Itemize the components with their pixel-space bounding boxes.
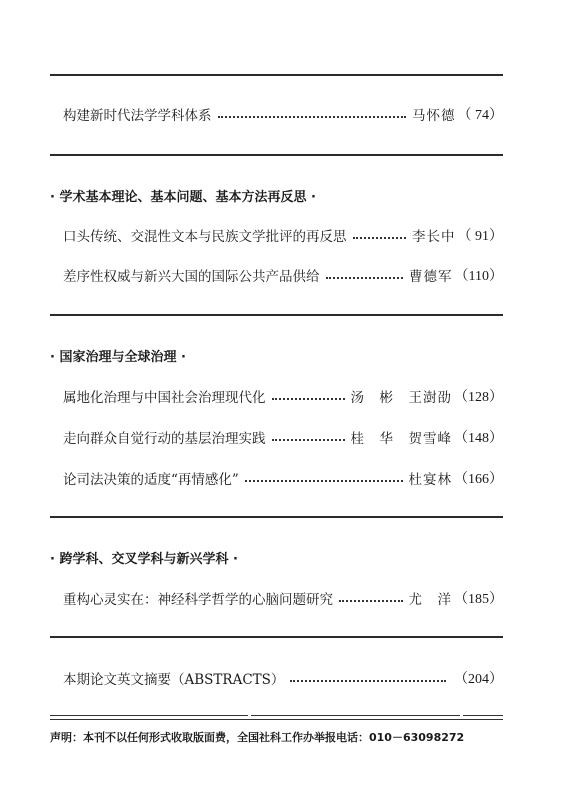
rule-gap xyxy=(248,713,251,718)
entry-title: 重构心灵实在：神经科学哲学的心脑问题研究 xyxy=(63,592,333,608)
entry-author: 尤 洋 xyxy=(408,592,452,608)
entry-page: （204） xyxy=(454,672,503,687)
section-divider xyxy=(50,314,503,316)
entry-title: 本期论文英文摘要（ABSTRACTS） xyxy=(63,672,285,688)
entry-title: 口头传统、交混性文本与民族文学批评的再反思 xyxy=(63,229,347,245)
leader-dots xyxy=(353,236,407,239)
section-heading: · 学术基本理论、基本问题、基本方法再反思 · xyxy=(50,189,316,205)
entry-page: （110） xyxy=(454,269,503,284)
toc-entry[interactable] xyxy=(63,426,503,448)
toc-entry[interactable] xyxy=(63,667,503,689)
entry-author: 曹德军 xyxy=(409,269,453,285)
toc-entry[interactable] xyxy=(63,467,503,489)
entry-title: 论司法决策的适度“再情感化” xyxy=(63,472,239,488)
section-heading: · 跨学科、交叉学科与新兴学科 · xyxy=(50,551,238,567)
entry-page: （148） xyxy=(454,431,503,446)
leader-dots xyxy=(272,397,345,400)
leader-dots xyxy=(272,438,345,441)
entry-author: 李长中 xyxy=(412,229,456,245)
entry-author: 桂 华 贺雪峰 xyxy=(350,431,452,447)
footer-notice: 声明：本刊不以任何形式收取版面费，全国社科工作办举报电话：010－63098272 xyxy=(50,731,465,744)
entry-author: 汤 彬 王澍劭 xyxy=(350,390,452,406)
section-heading: · 国家治理与全球治理 · xyxy=(50,349,186,365)
section-divider xyxy=(50,636,503,638)
toc-entry[interactable] xyxy=(63,264,503,286)
section-divider xyxy=(50,154,503,156)
entry-page: （185） xyxy=(454,592,503,607)
entry-title: 属地化治理与中国社会治理现代化 xyxy=(63,390,266,406)
toc-entry[interactable] xyxy=(63,224,503,246)
leader-dots xyxy=(245,479,403,482)
toc-entry[interactable] xyxy=(63,587,503,609)
entry-page: （ 74） xyxy=(457,108,503,123)
toc-entry[interactable] xyxy=(63,385,503,407)
leader-dots xyxy=(290,679,446,682)
entry-page: （128） xyxy=(454,390,503,405)
entry-page: （ 91） xyxy=(457,229,503,244)
entry-title: 差序性权威与新兴大国的国际公共产品供给 xyxy=(63,269,320,285)
entry-page: （166） xyxy=(454,472,503,487)
section-divider xyxy=(50,74,503,76)
entry-title: 走向群众自觉行动的基层治理实践 xyxy=(63,431,266,447)
footer-rule xyxy=(50,715,503,716)
entry-author: 马怀德 xyxy=(412,108,456,124)
footer-rule xyxy=(50,719,503,720)
leader-dots xyxy=(339,599,403,602)
toc-entry[interactable] xyxy=(63,103,503,125)
section-divider xyxy=(50,516,503,518)
leader-dots xyxy=(326,276,404,279)
leader-dots xyxy=(218,115,407,118)
entry-author: 杜宴林 xyxy=(408,472,452,488)
entry-title: 构建新时代法学学科体系 xyxy=(63,108,212,124)
rule-gap xyxy=(460,713,463,718)
